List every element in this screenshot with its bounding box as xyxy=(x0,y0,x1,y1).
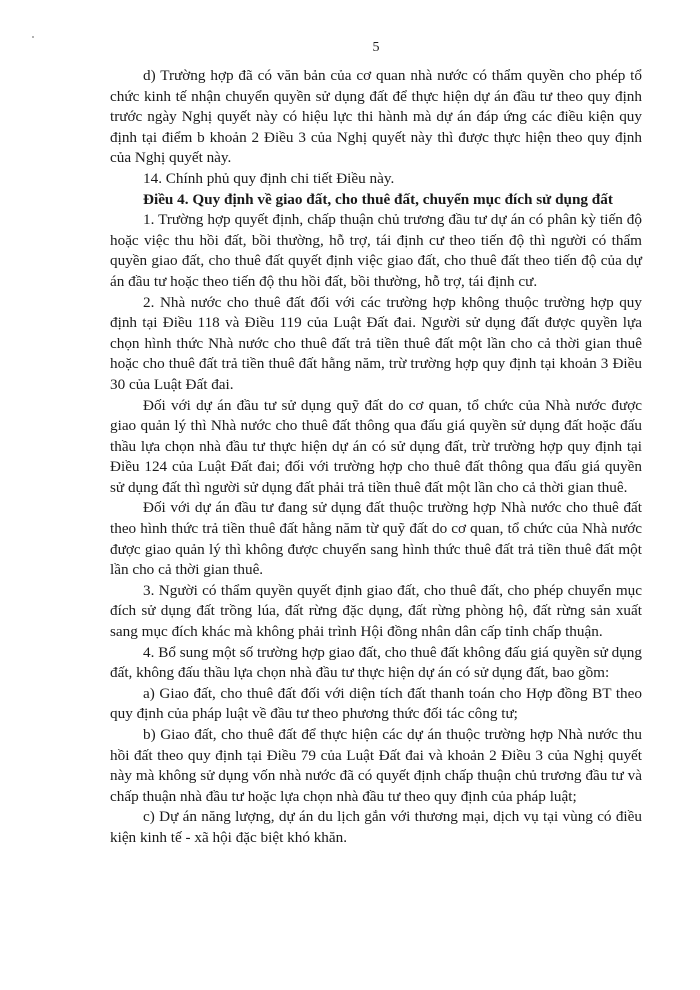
article-4-heading: Điều 4. Quy định về giao đất, cho thuê đất, chuyển mục đích sử dụng đất xyxy=(143,190,613,208)
paragraph-clause-3: 3. Người có thẩm quyền quyết định giao đất, cho thuê đất, cho phép chuyển mục đích sử dụng đất trồng lúa, đất rừng đặc dụng, đất rừng phòng hộ, đất rừng sản xuất sang mục đích khác mà không phải trình Hội đồng nhân dân cấp tỉnh chấp thuận. xyxy=(110,581,642,641)
paragraph-clause-1: 1. Trường hợp quyết định, chấp thuận chủ trương đầu tư dự án có phân kỳ tiến độ hoặc việc thu hồi đất, bồi thường, hỗ trợ, tái định cư theo tiến độ thì người có thẩm quyền giao đất, cho thuê đất quyết định việc giao đất, cho thuê đất theo tiến độ của dự án đầu tư hoặc theo tiến độ thu hồi đất, bồi thường, hỗ trợ, tái định cư. xyxy=(110,211,642,290)
page-number: 5 xyxy=(372,40,380,55)
paragraph-clause-2-sub-2: Đối với dự án đầu tư đang sử dụng đất thuộc trường hợp Nhà nước cho thuê đất theo hình thức trả tiền thuê đất hằng năm từ quỹ đất do cơ quan, tổ chức của Nhà nước được giao quản lý thì không được chuyển sang hình thức thuê đất trả tiền thuê đất một lần cho cả thời gian thuê. xyxy=(110,499,642,579)
paragraph-clause-4-point-a: a) Giao đất, cho thuê đất đối với diện tích đất thanh toán cho Hợp đồng BT theo quy định của pháp luật về đầu tư theo phương thức đối tác công tư; xyxy=(110,684,642,723)
paragraph-clause-2-sub-1: Đối với dự án đầu tư sử dụng quỹ đất do cơ quan, tổ chức của Nhà nước được giao quản lý thì Nhà nước cho thuê đất thông qua đấu giá quyền sử dụng đất hoặc đấu thầu lựa chọn nhà đầu tư thực hiện dự án có sử dụng đất, trừ trường hợp quy định tại Điều 124 của Luật Đất đai; đối với trường hợp cho thuê đất thông qua đấu giá quyền sử dụng đất thì người sử dụng đất phải trả tiền thuê đất một lần cho cả thời gian thuê. xyxy=(110,396,642,496)
scan-speck xyxy=(32,36,34,38)
paragraph-point-d: d) Trường hợp đã có văn bản của cơ quan nhà nước có thẩm quyền cho phép tổ chức kinh tế nhận chuyển quyền sử dụng đất để thực hiện dự án đầu tư theo quy định trước ngày Nghị quyết này có hiệu lực thi hành mà dự án đáp ứng các điều kiện quy định tại điểm b khoản 2 Điều 3 của Nghị quyết này thì được thực hiện theo quy định của Nghị quyết này. xyxy=(110,67,642,167)
paragraph-clause-4-point-b: b) Giao đất, cho thuê đất để thực hiện các dự án thuộc trường hợp Nhà nước thu hồi đất theo quy định tại Điều 79 của Luật Đất đai và khoản 2 Điều 3 của Nghị quyết này mà không sử dụng vốn nhà nước đã có quyết định chấp thuận chủ trương đầu tư và chấp thuận nhà đầu tư hoặc lựa chọn nhà đầu tư theo quy định của pháp luật; xyxy=(110,726,642,805)
paragraph-clause-4-point-c: c) Dự án năng lượng, dự án du lịch gắn với thương mại, dịch vụ tại vùng có điều kiện kinh tế - xã hội đặc biệt khó khăn. xyxy=(110,808,642,846)
paragraph-clause-14: 14. Chính phủ quy định chi tiết Điều này. xyxy=(143,169,395,187)
paragraph-clause-4: 4. Bổ sung một số trường hợp giao đất, cho thuê đất không đấu giá quyền sử dụng đất, không đấu thầu lựa chọn nhà đầu tư thực hiện dự án có sử dụng đất, bao gồm: xyxy=(110,643,642,682)
paragraph-clause-2: 2. Nhà nước cho thuê đất đối với các trường hợp không thuộc trường hợp quy định tại Điều 118 và Điều 119 của Luật Đất đai. Người sử dụng đất được quyền lựa chọn hình thức Nhà nước cho thuê đất trả tiền thuê đất một lần cho cả thời gian thuê hoặc cho thuê đất trả tiền thuê đất hằng năm, trừ trường hợp quy định tại khoản 3 Điều 30 của Luật Đất đai. xyxy=(110,293,642,393)
